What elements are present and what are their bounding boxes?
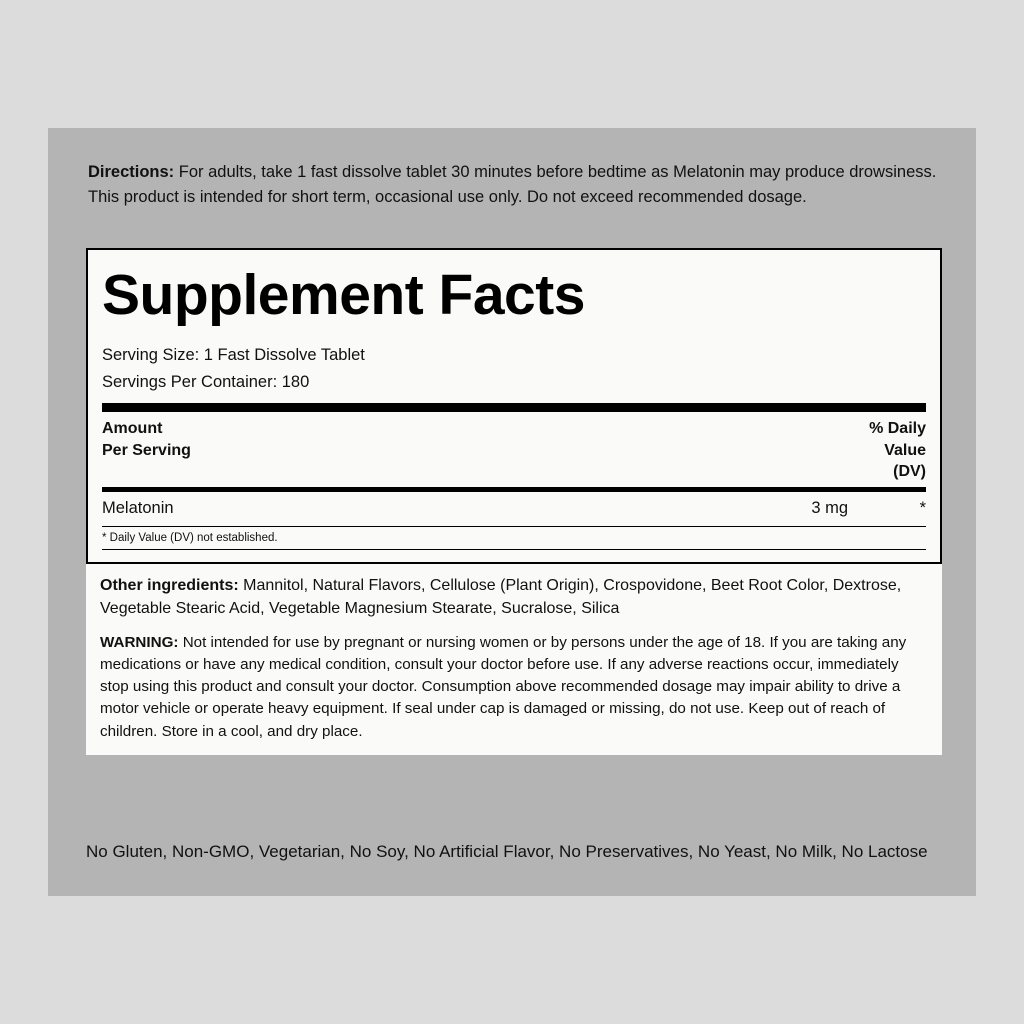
dv-header-line2: Value xyxy=(884,441,926,459)
amount-per-serving-header xyxy=(102,418,191,461)
warning-paragraph xyxy=(100,632,928,742)
supplement-facts-title: Supplement Facts xyxy=(102,263,585,327)
table-row xyxy=(102,492,926,526)
product-claims: No Gluten, Non-GMO, Vegetarian, No Soy, No Artificial Flavor, No Preservatives, No Yeast, No Milk, No Lactose xyxy=(86,842,928,862)
supplement-facts-table xyxy=(86,248,942,564)
serving-size: Serving Size: 1 Fast Dissolve Tablet xyxy=(102,345,365,364)
supplement-facts-box xyxy=(86,248,942,755)
table-header-row xyxy=(102,412,926,487)
directions-paragraph xyxy=(88,160,940,210)
amount-header-line1: Amount xyxy=(102,420,163,438)
nutrient-daily-value: * xyxy=(919,499,926,518)
divider-below-footnote xyxy=(102,549,926,550)
dv-header-line3: (DV) xyxy=(893,463,926,481)
warning-text: Not intended for use by pregnant or nursing women or by persons under the age of 18. If you are taking any medications or have any medical condition, consult your doctor before use. If any adverse reactions occur, immediately stop using this product and consult your doctor. Consumption above recommended dosage may impair ability to drive a motor vehicle or operate heavy equipment. If seal under cap is damaged or missing, do not use. Keep out of reach of children. Store in a cool, and dry place. xyxy=(100,634,907,740)
directions-label: Directions: xyxy=(88,163,175,181)
servings-per-container: Servings Per Container: 180 xyxy=(102,372,310,391)
other-ingredients-paragraph xyxy=(100,574,928,620)
directions-text: For adults, take 1 fast dissolve tablet 30 minutes before bedtime as Melatonin may produce drowsiness. This product is intended for short term, occasional use only. Do not exceed recommended dosage. xyxy=(88,163,937,207)
label-panel xyxy=(48,128,976,896)
daily-value-header xyxy=(869,418,926,483)
other-ingredients-label: Other ingredients: xyxy=(100,577,239,594)
other-ingredients-text: Mannitol, Natural Flavors, Cellulose (Plant Origin), Crospovidone, Beet Root Color, Dextrose, Vegetable Stearic Acid, Vegetable Magnesium Stearate, Sucralose, Silica xyxy=(100,577,902,618)
nutrient-amount: 3 mg xyxy=(811,499,848,518)
dv-header-line1: % Daily xyxy=(869,420,926,438)
amount-header-line2: Per Serving xyxy=(102,441,191,459)
nutrient-name: Melatonin xyxy=(102,499,174,518)
warning-label: WARNING: xyxy=(100,634,179,652)
daily-value-footnote: * Daily Value (DV) not established. xyxy=(102,532,278,545)
other-info-block xyxy=(86,564,942,755)
divider-thick-top xyxy=(102,403,926,412)
